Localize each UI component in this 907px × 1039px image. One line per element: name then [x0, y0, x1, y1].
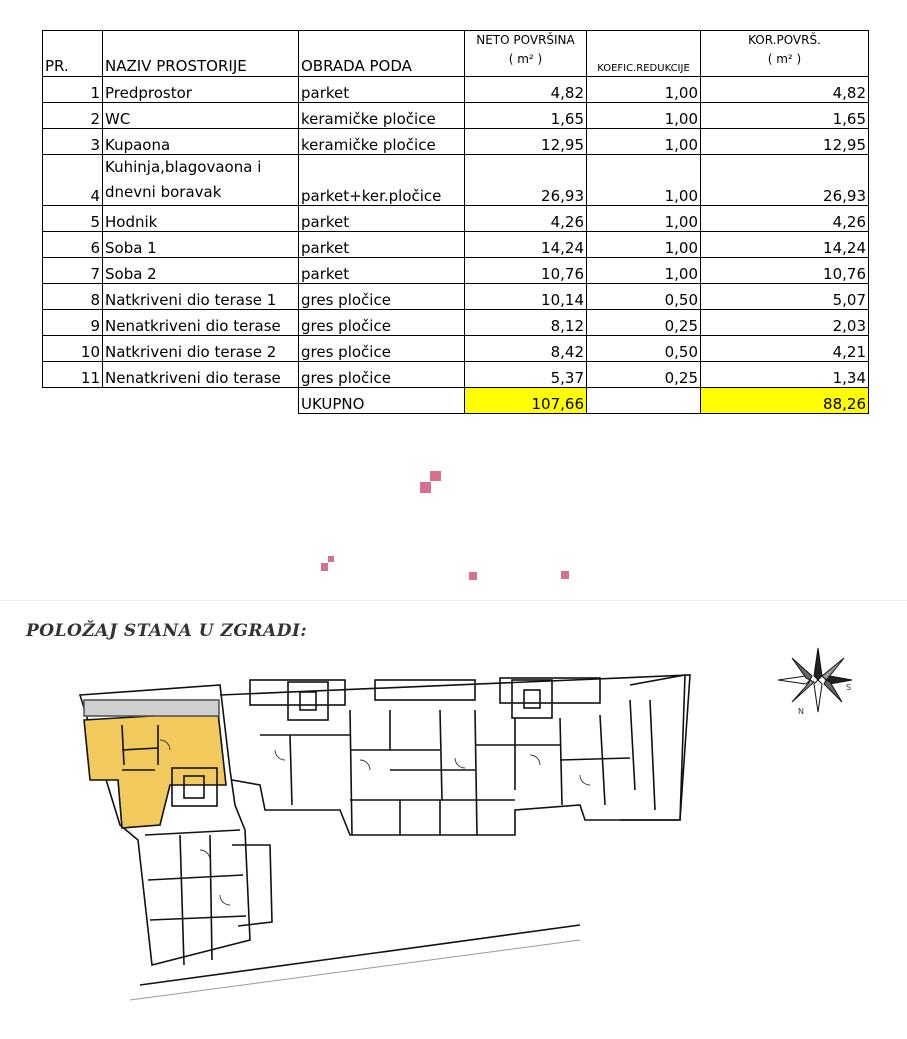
- row-room: WC: [103, 103, 299, 129]
- col-header-no: PR.: [43, 31, 103, 77]
- row-floor: gres pločice: [299, 284, 465, 310]
- room-area-table: [42, 30, 869, 414]
- table-row: [43, 336, 869, 362]
- row-no: 5: [43, 206, 103, 232]
- table-row: [43, 103, 869, 129]
- row-reduced: 1,65: [701, 103, 869, 129]
- row-reduced: 2,03: [701, 310, 869, 336]
- row-room: Soba 2: [103, 258, 299, 284]
- table-row: [43, 232, 869, 258]
- row-floor: gres pločice: [299, 310, 465, 336]
- col-header-reduced-area: [701, 31, 869, 77]
- total-net: 107,66: [465, 388, 587, 414]
- row-reduced: 1,34: [701, 362, 869, 388]
- row-net: 5,37: [465, 362, 587, 388]
- row-room: Natkriveni dio terase 1: [103, 284, 299, 310]
- row-reduced: 4,26: [701, 206, 869, 232]
- section-title: POLOŽAJ STANA U ZGRADI:: [26, 621, 308, 641]
- row-net: 26,93: [465, 155, 587, 206]
- decorative-mark: [420, 482, 431, 493]
- decorative-mark: [561, 571, 569, 579]
- row-floor: parket: [299, 206, 465, 232]
- row-net: 14,24: [465, 232, 587, 258]
- row-net: 12,95: [465, 129, 587, 155]
- row-room: Hodnik: [103, 206, 299, 232]
- table-header-row: [43, 31, 869, 77]
- row-no: 8: [43, 284, 103, 310]
- row-net: 10,76: [465, 258, 587, 284]
- row-coef: 1,00: [587, 258, 701, 284]
- total-reduced: 88,26: [701, 388, 869, 414]
- row-floor: keramičke pločice: [299, 129, 465, 155]
- row-no: 6: [43, 232, 103, 258]
- row-net: 8,42: [465, 336, 587, 362]
- row-floor: parket: [299, 258, 465, 284]
- compass-rose-icon: [770, 640, 860, 720]
- row-room: Nenatkriveni dio terase: [103, 310, 299, 336]
- row-room: Kupaona: [103, 129, 299, 155]
- row-coef: 0,25: [587, 310, 701, 336]
- building-floor-plan: [60, 640, 700, 1025]
- row-reduced: 10,76: [701, 258, 869, 284]
- row-room: Nenatkriveni dio terase: [103, 362, 299, 388]
- row-no: 1: [43, 77, 103, 103]
- row-coef: 1,00: [587, 77, 701, 103]
- row-room: Kuhinja,blagovaona i dnevni boravak: [103, 155, 299, 206]
- reduced-area-line1: KOR.POVRŠ.: [748, 33, 821, 47]
- total-label: UKUPNO: [299, 388, 465, 414]
- row-no: 2: [43, 103, 103, 129]
- row-coef: 1,00: [587, 232, 701, 258]
- row-coef: 1,00: [587, 129, 701, 155]
- table-row: [43, 284, 869, 310]
- row-reduced: 26,93: [701, 155, 869, 206]
- row-net: 4,26: [465, 206, 587, 232]
- col-header-coef: KOEFIC.REDUKCIJE: [587, 31, 701, 77]
- table-row: [43, 155, 869, 206]
- row-reduced: 12,95: [701, 129, 869, 155]
- net-area-line1: NETO POVRŠINA: [476, 33, 575, 47]
- decorative-mark: [321, 563, 328, 571]
- row-reduced: 4,82: [701, 77, 869, 103]
- row-floor: parket: [299, 77, 465, 103]
- divider: [0, 600, 907, 601]
- row-floor: keramičke pločice: [299, 103, 465, 129]
- row-floor: gres pločice: [299, 362, 465, 388]
- compass-label-s: S: [846, 683, 852, 692]
- row-room: Predprostor: [103, 77, 299, 103]
- row-reduced: 14,24: [701, 232, 869, 258]
- row-coef: 1,00: [587, 206, 701, 232]
- table-row: [43, 206, 869, 232]
- table-row: [43, 129, 869, 155]
- table-row: [43, 258, 869, 284]
- row-reduced: 4,21: [701, 336, 869, 362]
- row-no: 11: [43, 362, 103, 388]
- compass-label-n: N: [798, 707, 804, 716]
- row-reduced: 5,07: [701, 284, 869, 310]
- row-net: 10,14: [465, 284, 587, 310]
- reduced-area-line2: ( m² ): [767, 52, 802, 66]
- row-net: 8,12: [465, 310, 587, 336]
- row-net: 1,65: [465, 103, 587, 129]
- row-coef: 1,00: [587, 103, 701, 129]
- row-no: 3: [43, 129, 103, 155]
- col-header-floor: OBRADA PODA: [299, 31, 465, 77]
- row-coef: 0,50: [587, 336, 701, 362]
- table-row: [43, 310, 869, 336]
- row-no: 7: [43, 258, 103, 284]
- row-no: 10: [43, 336, 103, 362]
- row-coef: 0,50: [587, 284, 701, 310]
- row-net: 4,82: [465, 77, 587, 103]
- net-area-line2: ( m² ): [508, 52, 543, 66]
- row-floor: parket+ker.pločice: [299, 155, 465, 206]
- row-room: Natkriveni dio terase 2: [103, 336, 299, 362]
- table-row: [43, 362, 869, 388]
- row-coef: 1,00: [587, 155, 701, 206]
- row-room: Soba 1: [103, 232, 299, 258]
- decorative-mark: [328, 556, 334, 562]
- decorative-mark: [430, 471, 441, 481]
- row-floor: parket: [299, 232, 465, 258]
- col-header-net-area: [465, 31, 587, 77]
- row-coef: 0,25: [587, 362, 701, 388]
- row-no: 9: [43, 310, 103, 336]
- row-no: 4: [43, 155, 103, 206]
- decorative-mark: [469, 572, 477, 580]
- row-floor: gres pločice: [299, 336, 465, 362]
- col-header-room: NAZIV PROSTORIJE: [103, 31, 299, 77]
- table-total-row: [43, 388, 869, 414]
- table-row: [43, 77, 869, 103]
